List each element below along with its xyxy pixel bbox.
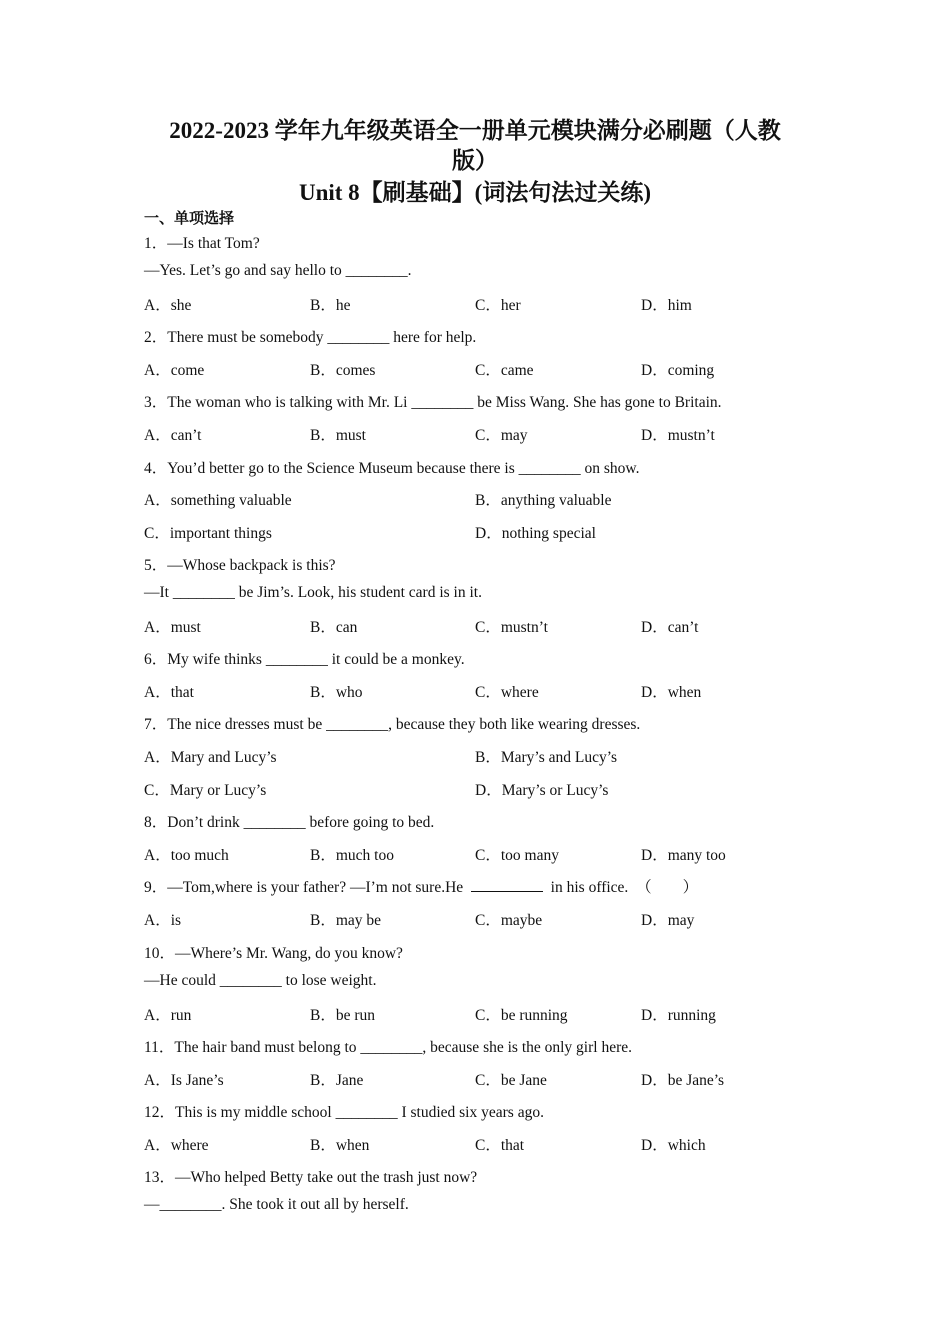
question-10-stem: 10．—Where’s Mr. Wang, do you know? [144,945,403,962]
q9-stem-tail: in his office. [550,879,629,896]
question-10-response: —He could ________ to lose weight. [144,972,377,989]
question-7-stem: 7．The nice dresses must be ________, because they both like wearing dresses. [144,716,641,733]
q6-option-a: A．that [144,684,194,701]
q6-option-d: D．when [641,684,702,701]
question-4-stem: 4．You’d better go to the Science Museum because there is ________ on show. [144,460,640,477]
q10-option-b: B．be run [310,1007,376,1024]
q3-option-a: A．can’t [144,427,202,444]
q3-option-c: C．may [475,427,528,444]
q11-option-b: B．Jane [310,1072,364,1089]
q11-option-a: A．Is Jane’s [144,1072,224,1089]
q4-option-b: B．anything valuable [475,492,612,509]
document-subtitle: Unit 8【刷基础】(词法句法过关练) [298,180,652,205]
q8-option-d: D．many too [641,847,726,864]
q10-option-c: C．be running [475,1007,568,1024]
question-8-stem: 8．Don’t drink ________ before going to bed. [144,814,435,831]
question-9-stem [144,875,698,897]
q5-option-b: B．can [310,619,358,636]
question-1-response: —Yes. Let’s go and say hello to ________. [144,262,412,279]
document-title-line-2: 版） [452,148,498,173]
q4-option-a: A．something valuable [144,492,292,509]
q6-option-b: B．who [310,684,363,701]
question-13-response: —________. She took it out all by herself. [144,1196,409,1213]
q1-option-c: C．her [475,297,521,314]
q10-option-d: D．running [641,1007,716,1024]
q12-option-d: D．which [641,1137,706,1154]
q3-option-b: B．must [310,427,366,444]
q9-stem-text: 9．—Tom,where is your father? —I’m not sure.He [144,879,464,896]
question-13-stem: 13．—Who helped Betty take out the trash just now? [144,1169,478,1186]
q7-option-c: C．Mary or Lucy’s [144,782,267,799]
q1-option-b: B．he [310,297,351,314]
q11-option-c: C．be Jane [475,1072,547,1089]
q9-option-c: C．maybe [475,912,543,929]
q7-option-a: A．Mary and Lucy’s [144,749,277,766]
q12-option-c: C．that [475,1137,525,1154]
q1-option-d: D．him [641,297,692,314]
q4-option-d: D．nothing special [475,525,596,542]
q7-option-b: B．Mary’s and Lucy’s [475,749,618,766]
q9-answer-bracket: （ ） [636,879,699,896]
question-1-stem: 1．—Is that Tom? [144,235,260,252]
q9-answer-blank [471,877,543,892]
document-title-line-1: 2022-2023 学年九年级英语全一册单元模块满分必刷题（人教 [169,118,781,143]
q9-option-d: D．may [641,912,695,929]
q9-option-b: B．may be [310,912,382,929]
q5-option-c: C．mustn’t [475,619,548,636]
q1-option-a: A．she [144,297,192,314]
q7-option-d: D．Mary’s or Lucy’s [475,782,609,799]
q4-option-c: C．important things [144,525,272,542]
question-11-stem: 11．The hair band must belong to ________, because she is the only girl here. [144,1039,633,1056]
q12-option-a: A．where [144,1137,209,1154]
q5-option-d: D．can’t [641,619,699,636]
q12-option-b: B．when [310,1137,370,1154]
q8-option-a: A．too much [144,847,229,864]
question-6-stem: 6．My wife thinks ________ it could be a monkey. [144,651,465,668]
question-3-stem: 3．The woman who is talking with Mr. Li ________ be Miss Wang. She has gone to Britain. [144,394,722,411]
q6-option-c: C．where [475,684,539,701]
q9-option-a: A．is [144,912,182,929]
q2-option-b: B．comes [310,362,376,379]
q8-option-c: C．too many [475,847,559,864]
q8-option-b: B．much too [310,847,394,864]
q2-option-a: A．come [144,362,205,379]
q2-option-d: D．coming [641,362,715,379]
q2-option-c: C．came [475,362,534,379]
question-5-stem: 5．—Whose backpack is this? [144,557,336,574]
q10-option-a: A．run [144,1007,192,1024]
question-2-stem: 2．There must be somebody ________ here for help. [144,329,477,346]
q11-option-d: D．be Jane’s [641,1072,725,1089]
question-12-stem: 12．This is my middle school ________ I studied six years ago. [144,1104,544,1121]
section-heading: 一、单项选择 [144,211,235,227]
q3-option-d: D．mustn’t [641,427,715,444]
q5-option-a: A．must [144,619,201,636]
question-5-response: —It ________ be Jim’s. Look, his student card is in it. [144,584,482,601]
